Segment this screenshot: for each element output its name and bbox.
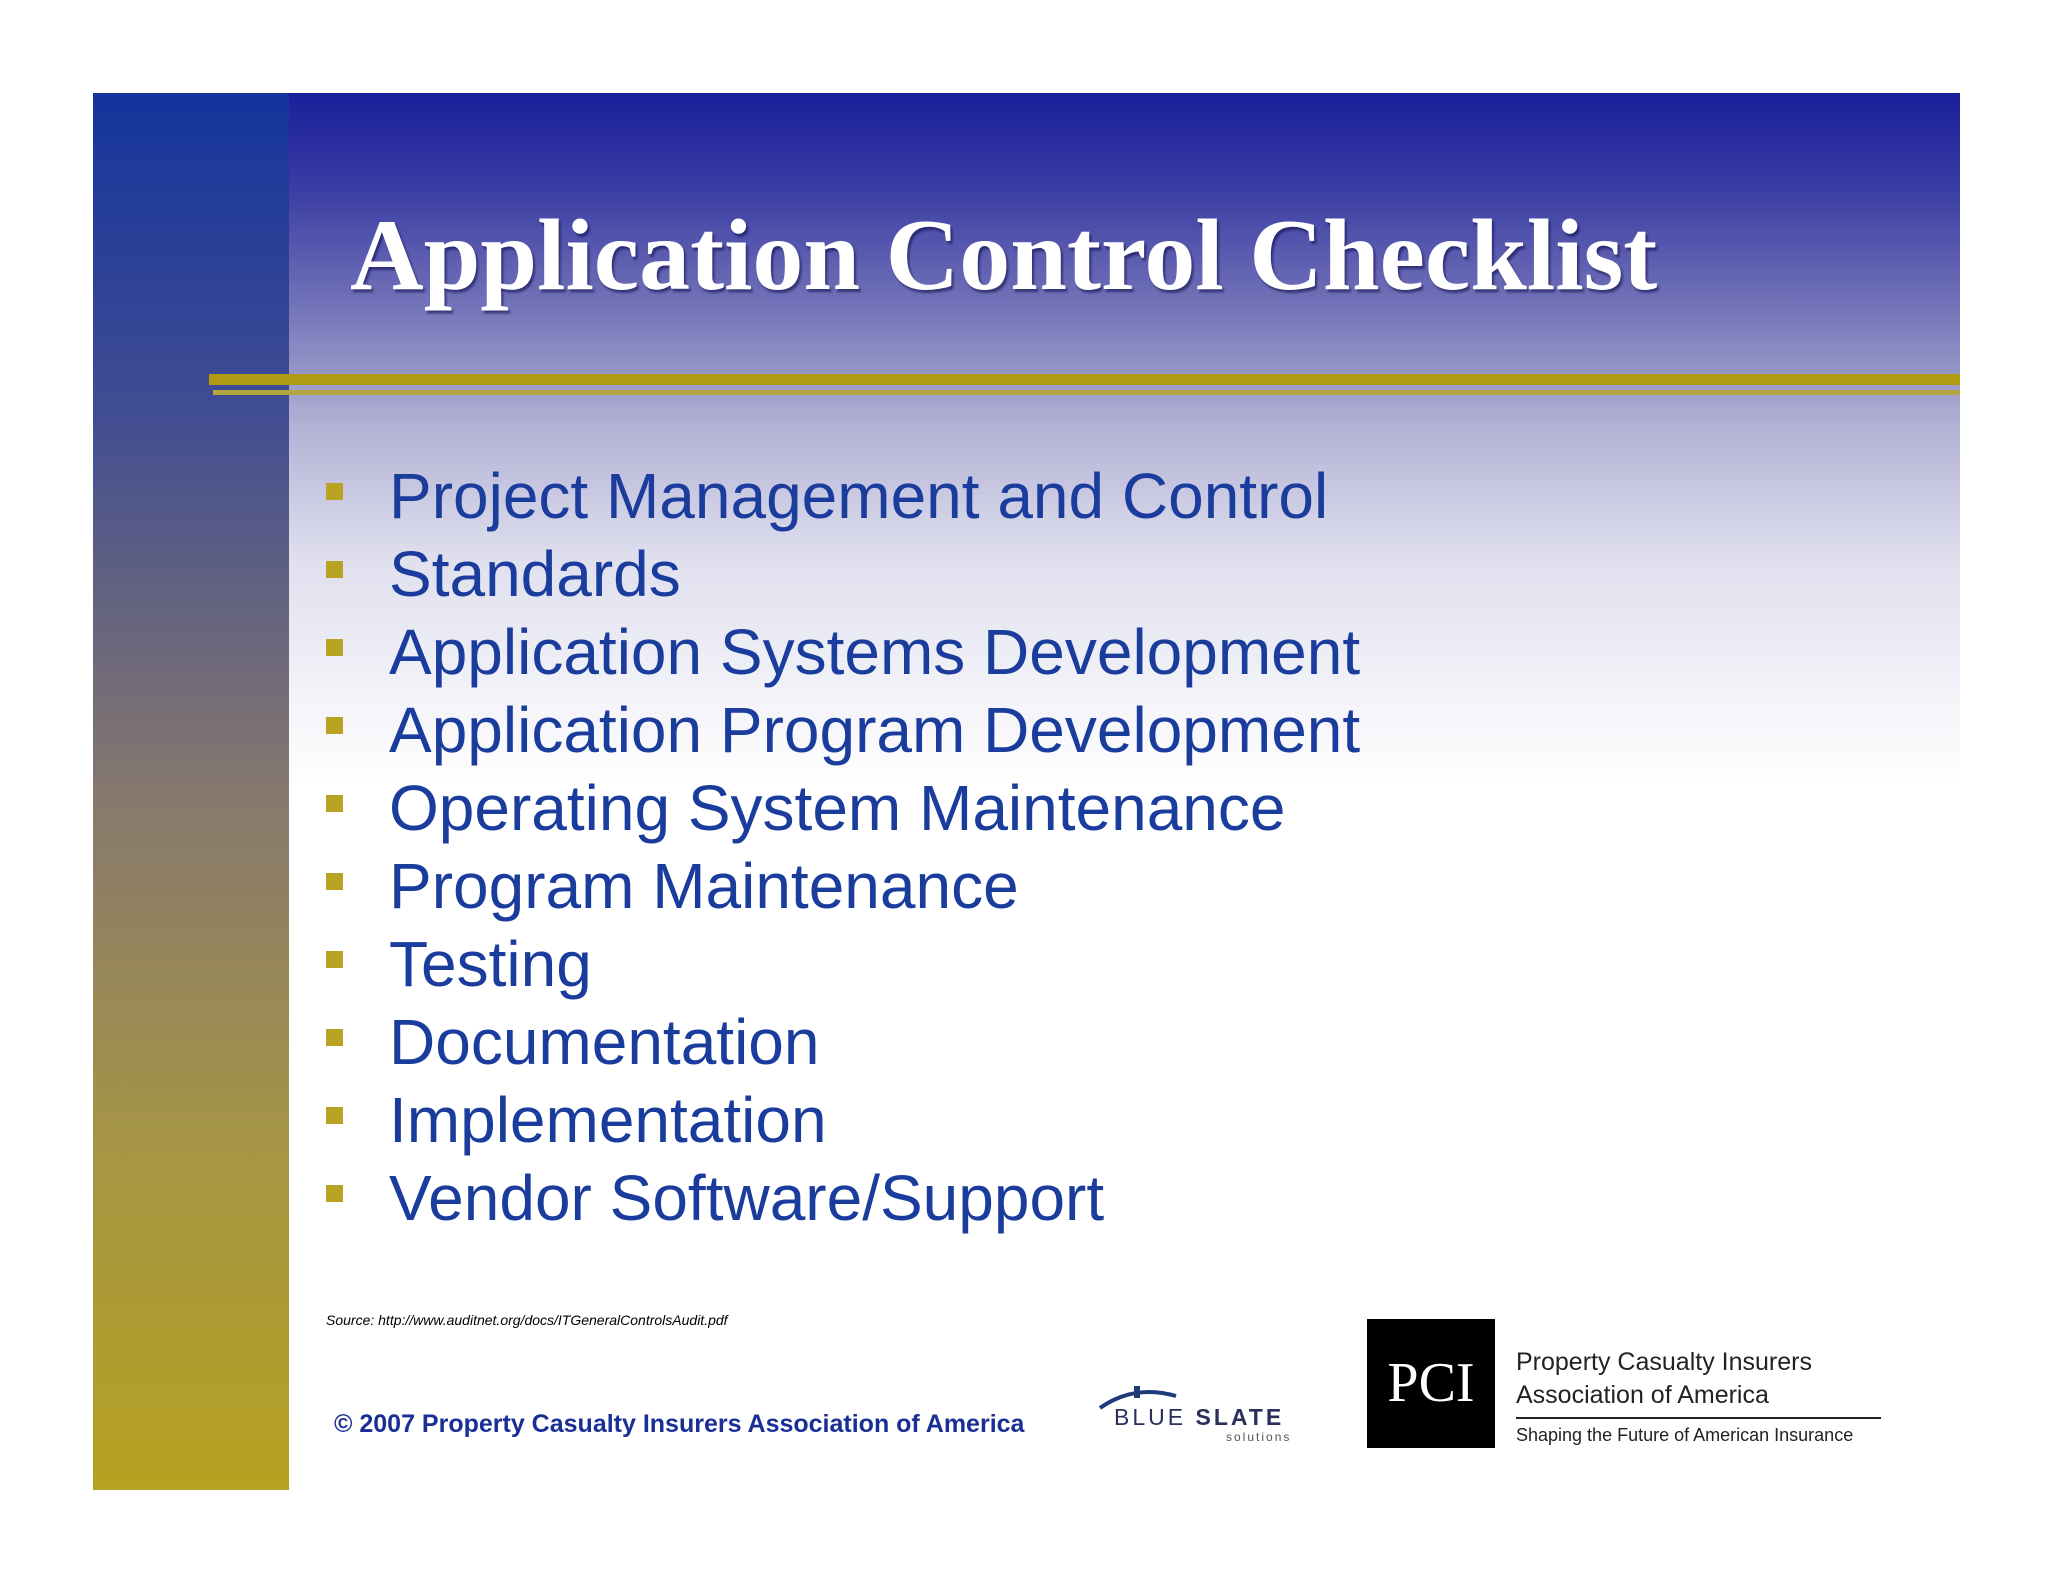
- blue-slate-subtitle: solutions: [1226, 1430, 1292, 1444]
- square-bullet-icon: [326, 951, 343, 968]
- square-bullet-icon: [326, 1185, 343, 1202]
- copyright-notice: © 2007 Property Casualty Insurers Association of America: [334, 1410, 1025, 1438]
- blue-slate-wordmark: [1114, 1404, 1284, 1431]
- square-bullet-icon: [326, 717, 343, 734]
- checklist-item: [326, 1003, 1626, 1081]
- pci-org-line-2: Association of America: [1516, 1381, 1769, 1409]
- square-bullet-icon: [326, 1107, 343, 1124]
- pci-tagline: Shaping the Future of American Insurance: [1516, 1425, 1854, 1445]
- checklist-item-text: Vendor Software/Support: [389, 1162, 1105, 1234]
- checklist-item-text: Project Management and Control: [389, 460, 1329, 532]
- pci-org-line-1: Property Casualty Insurers: [1516, 1348, 1812, 1376]
- pci-organization-name: [1516, 1346, 1836, 1412]
- gold-divider-thick: [209, 374, 1960, 385]
- square-bullet-icon: [326, 1029, 343, 1046]
- square-bullet-icon: [326, 483, 343, 500]
- checklist-item: [326, 925, 1626, 1003]
- checklist-item: [326, 613, 1626, 691]
- checklist-item-text: Program Maintenance: [389, 850, 1019, 922]
- checklist-item-text: Testing: [389, 928, 592, 1000]
- slide-title: Application Control Checklist: [350, 199, 1658, 312]
- checklist-item-text: Documentation: [389, 1006, 820, 1078]
- checklist-item-text: Application Program Development: [389, 694, 1361, 766]
- checklist-item: [326, 847, 1626, 925]
- left-gradient-bar: [93, 93, 289, 1490]
- pci-logo-letters: PCI: [1387, 1352, 1475, 1414]
- checklist-item-text: Operating System Maintenance: [389, 772, 1286, 844]
- checklist-item: [326, 1081, 1626, 1159]
- blue-slate-word-slate: SLATE: [1195, 1404, 1285, 1430]
- source-citation: Source: http://www.auditnet.org/docs/ITGeneralControlsAudit.pdf: [326, 1312, 728, 1328]
- checklist-item: [326, 1159, 1626, 1237]
- square-bullet-icon: [326, 561, 343, 578]
- checklist-item-text: Standards: [389, 538, 681, 610]
- blue-slate-logo: [1094, 1382, 1324, 1444]
- pci-logo-box: [1367, 1319, 1495, 1448]
- checklist-item: [326, 457, 1626, 535]
- pci-divider: [1516, 1417, 1881, 1419]
- square-bullet-icon: [326, 795, 343, 812]
- checklist-item: [326, 535, 1626, 613]
- square-bullet-icon: [326, 873, 343, 890]
- square-bullet-icon: [326, 639, 343, 656]
- checklist-item: [326, 769, 1626, 847]
- blue-slate-word-blue: BLUE: [1114, 1404, 1187, 1430]
- checklist-item: [326, 691, 1626, 769]
- gold-divider-thin: [213, 390, 1960, 395]
- checklist-item-text: Implementation: [389, 1084, 827, 1156]
- checklist-item-text: Application Systems Development: [389, 616, 1361, 688]
